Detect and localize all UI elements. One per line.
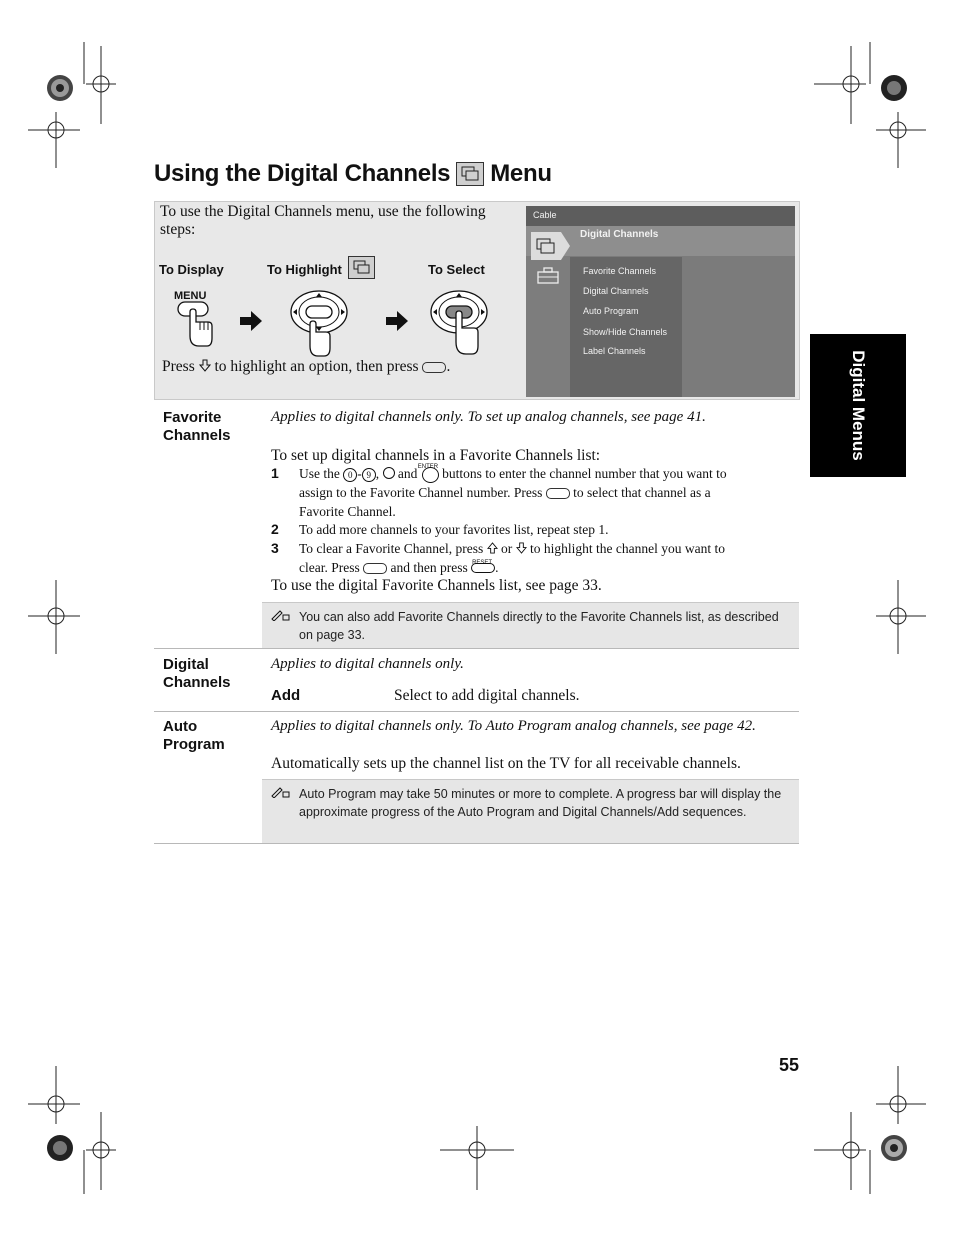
digit-0-button-icon: 0 <box>343 468 357 482</box>
screen-menu-title: Digital Channels <box>580 229 659 240</box>
page-number: 55 <box>779 1055 800 1075</box>
menu-button-label: MENU <box>174 290 207 302</box>
screen-item: Label Channels <box>583 346 646 356</box>
favorite-applies-note: Applies to digital channels only. To set up analog channels, see page 41. <box>271 409 706 425</box>
step1-h: Favorite Channel. <box>299 504 396 519</box>
favorite-channels-heading: Favorite Channels <box>163 409 231 444</box>
up-arrow-icon <box>487 542 498 554</box>
add-option-description: Select to add digital channels. <box>394 687 580 704</box>
enter-label: ENTER <box>417 464 439 470</box>
dot-button-icon <box>383 467 395 479</box>
side-tab-label: Digital Menus <box>849 350 868 461</box>
press-before: Press <box>162 358 195 375</box>
screen-item: Digital Channels <box>583 286 649 296</box>
step3-b: or <box>501 541 513 556</box>
digital-channels-menu-icon <box>456 162 484 186</box>
page-title-part2: Menu <box>490 160 552 187</box>
step3-d: clear. Press <box>299 560 360 575</box>
intro-text: To use the Digital Channels menu, use the following steps: <box>160 203 486 238</box>
auto-program-description: Automatically sets up the channel list on the TV for all receivable channels. <box>271 755 741 772</box>
digital-channels-menu-icon <box>531 230 571 264</box>
menu-button-icon <box>172 300 216 350</box>
arrow-right-icon <box>386 311 408 331</box>
favorite-note-box <box>262 602 799 649</box>
add-option-label: Add <box>271 687 301 704</box>
digital-channels-menu-icon <box>348 256 375 279</box>
step3-f: . <box>495 560 499 575</box>
row-divider <box>154 648 799 649</box>
auto-note-text: Auto Program may take 50 minutes or more to complete. A progress bar will display the approximate progress of the Auto Program and Digital Channels/Add sequences. <box>299 787 782 819</box>
enter-button-icon <box>417 464 439 481</box>
step1-e: buttons to enter the channel number that you want to <box>442 466 727 481</box>
step3-e: and then press <box>390 560 468 575</box>
down-arrow-icon <box>516 542 527 554</box>
step1-g: to select that channel as a <box>573 485 711 500</box>
page-title <box>154 160 552 188</box>
note-pencil-icon <box>271 609 291 621</box>
select-button-icon <box>363 563 387 574</box>
favorite-step-1 <box>299 464 799 521</box>
press-middle: to highlight an option, then press <box>214 358 419 375</box>
step3-c: to highlight the channel you want to <box>530 541 725 556</box>
press-end: . <box>446 358 451 375</box>
tv-menu-screen <box>526 206 795 397</box>
note-pencil-icon <box>271 786 291 798</box>
press-instruction <box>162 358 450 376</box>
favorite-note-text: You can also add Favorite Channels directly to the Favorite Channels list, as described on page 33. <box>299 610 779 642</box>
select-button-icon <box>546 488 570 499</box>
setup-toolbox-icon <box>537 266 559 284</box>
screen-header: Cable <box>533 210 557 220</box>
step-number: 3 <box>271 540 279 556</box>
favorite-outro: To use the digital Favorite Channels list, see page 33. <box>271 577 602 594</box>
favorite-step-3 <box>299 539 799 577</box>
arrow-right-icon <box>240 311 262 331</box>
step1-a: Use the <box>299 466 340 481</box>
reset-button-icon <box>471 560 495 573</box>
step3-a: To clear a Favorite Channel, press <box>299 541 484 556</box>
section-side-tab <box>810 334 906 477</box>
digit-9-button-icon: 9 <box>362 468 376 482</box>
step1-c: , <box>375 466 380 481</box>
select-button-icon <box>422 362 446 373</box>
auto-note-box <box>262 779 799 844</box>
row-divider <box>154 711 799 712</box>
step1-b: - <box>357 466 362 481</box>
auto-program-heading: Auto Program <box>163 718 225 753</box>
screen-item: Favorite Channels <box>583 266 657 276</box>
digital-channels-heading: Digital Channels <box>163 656 231 691</box>
step-number: 2 <box>271 521 279 537</box>
step1-f: assign to the Favorite Channel number. Press <box>299 485 543 500</box>
joystick-icon <box>288 290 350 358</box>
row-divider <box>154 843 799 844</box>
step-number: 1 <box>271 465 279 481</box>
screen-header-bar <box>526 206 795 226</box>
auto-applies-note: Applies to digital channels only. To Auto Program analog channels, see page 42. <box>271 718 756 734</box>
page-title-part1: Using the Digital Channels <box>154 160 451 187</box>
to-highlight-label: To Highlight <box>267 262 342 277</box>
joystick-icon <box>430 290 492 358</box>
screen-item: Auto Program <box>583 306 639 316</box>
down-arrow-icon <box>199 359 211 372</box>
digital-applies-note: Applies to digital channels only. <box>271 656 464 672</box>
favorite-setup-intro: To set up digital channels in a Favorite Channels list: <box>271 447 601 464</box>
favorite-step-2: To add more channels to your favorites list, repeat step 1. <box>299 522 609 537</box>
step1-d: and <box>397 466 418 481</box>
to-select-label: To Select <box>428 262 485 277</box>
to-display-label: To Display <box>159 262 224 277</box>
screen-item: Show/Hide Channels <box>583 327 668 337</box>
reset-label: RESET <box>472 560 493 566</box>
